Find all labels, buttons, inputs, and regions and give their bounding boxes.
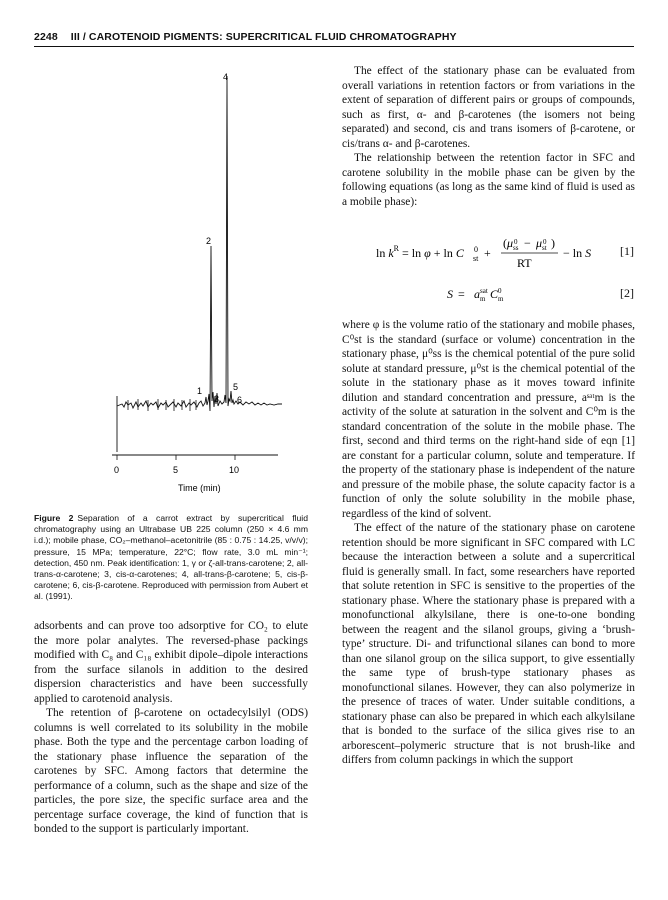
svg-text:S: S	[447, 287, 453, 301]
svg-text:ss: ss	[513, 244, 519, 252]
svg-text:− ln S: − ln S	[563, 246, 592, 260]
svg-text:a: a	[474, 287, 480, 301]
svg-text:μ: μ	[536, 236, 543, 250]
paragraph: The retention of β-carotene on octadecylsilyl (ODS) columns is well correlated to its solubility in the mobile phase. Both the type and the percentage carbon loading of the stationary phase influence the separation of the carotenes by SFC. Among factors that determine the performance of a column, such as the shape and size of the particles, the pore size, the specific surface area and the percentage surface coverage, the kind of function that is bonded to the support is particularly important.	[34, 707, 308, 835]
header-rule	[34, 46, 634, 47]
running-header	[34, 31, 634, 43]
paragraph: The effect of the stationary phase can be evaluated from overall variations in retention factors or from variations in the extent of separation of different pairs or groups of compounds, such as first, α- and β-carotenes (the isomers not being separated) and second, cis and trans isomers of β-carotene, or cis/trans α- and β-carotenes.	[342, 65, 635, 150]
equation-2-number: [2]	[620, 286, 634, 300]
svg-text:C: C	[490, 287, 499, 301]
right-column-intro	[342, 64, 635, 209]
chromatogram-trace	[117, 76, 282, 411]
svg-text:m: m	[498, 295, 504, 303]
equation-1	[376, 232, 634, 272]
svg-text:sat: sat	[480, 287, 488, 295]
equation-1-number: [1]	[620, 244, 634, 258]
svg-text:RT: RT	[517, 256, 532, 270]
svg-text:0: 0	[543, 238, 547, 246]
svg-text:st: st	[473, 254, 479, 263]
svg-text:ln kR = ln φ + ln C: $\ln k^R = \ln \varphi + \ln C$	[376, 244, 464, 260]
svg-text:=: =	[458, 287, 465, 301]
peak-label-6: 6	[237, 395, 243, 405]
chromatogram-figure	[100, 66, 290, 496]
peak-label-5: 5	[233, 382, 239, 392]
equation-1-formula	[376, 232, 634, 272]
paragraph: adsorbents and can prove too adsorptive for CO₂ to elute the more polar analytes. The reversed-phase packings modified with C₈ and C₁₈ exhibit dipole–dipole interactions from the surface silanols in addition to the desired dispersion characteristics and have been successfully applied to carotenoid analysis.	[34, 620, 308, 705]
figure-label: Figure 2	[34, 513, 74, 523]
svg-text:+: +	[484, 246, 491, 260]
x-tick-label-10: 10	[229, 465, 240, 475]
svg-text:): )	[551, 236, 555, 250]
equation-2	[445, 285, 634, 303]
svg-text:0: 0	[514, 238, 518, 246]
peak-label-3: 3	[214, 394, 220, 404]
x-tick-label-0: 0	[114, 465, 120, 475]
peak-label-2: 2	[206, 236, 212, 246]
svg-text:0: 0	[474, 245, 478, 254]
svg-text:(μ: (μ	[503, 236, 514, 250]
figure-caption-text: Separation of a carrot extract by supercritical fluid chromatography using an Ultrabase UB 225 column (250 × 4.6 mm i.d.); mobile phase, CO₂–methanol–acetonitrile (85 : 0.75 : 14.25, v/v/v); pressure, 15 MPa; temperature, 22°C; flow rate, 3.0 mL min⁻¹; detection, 450 nm. Peak identification: 1, γ or ζ-all-trans-carotene; 2, all-trans-α-carotene; 3, cis-α-carotenes; 4, all-trans-β-carotene; 5, cis-β-carotene; 6, cis-β-carotene. Reproduced with permission from Aubert et al. (1991).	[34, 513, 308, 602]
svg-text:st: st	[542, 244, 547, 252]
running-title: III / CAROTENOID PIGMENTS: SUPERCRITICAL FLUID CHROMATOGRAPHY	[70, 31, 457, 43]
paragraph: The relationship between the retention factor in SFC and carotene solubility in the mobile phase can be given by the following equations (as long as the same kind of fluid is used as a mobile phase):	[342, 152, 635, 208]
peak-label-1: 1	[197, 386, 203, 396]
x-tick-label-5: 5	[173, 465, 179, 475]
x-axis-title: Time (min)	[178, 483, 221, 493]
figure-caption	[34, 513, 308, 603]
equation-2-formula	[445, 285, 525, 303]
left-column-text	[34, 619, 308, 837]
paragraph: where φ is the volume ratio of the stationary and mobile phases, C⁰st is the standard (surface or volume) concentration in the stationary phase, μ⁰ss is the chemical potential of the pure solid solute at standard pressure, μ⁰st is the chemical potential of the solute in the stationary phase as it moves toward infinite dilution and standard concentration and pressure, aˢᵃᵗm is the activity of the solute at saturation in the solvent and C⁰m is the standard concentration of the solute in the mobile phase. The first, second and third terms on the right-hand side of eqn [1] are constant for a particular column, solute and temperature. If the property of the stationary phase is independent of the nature and pressure of the mobile phase, the solute capacity factor is a function of only the solute solubility in the mobile phase, regardless of the kind of solvent.	[342, 319, 635, 520]
peak-label-4: 4	[223, 72, 229, 82]
right-column-body	[342, 318, 635, 768]
svg-text:0: 0	[498, 287, 502, 295]
svg-text:−: −	[524, 236, 531, 250]
paragraph: The effect of the nature of the stationary phase on carotene retention should be more significant in SFC compared with LC because the interaction between a solute and a supercritical fluid is generally small. In fact, some researchers have reported that solute retention in SFC is sensitive to the properties of the stationary phase. Where the stationary phase is prepared with a monofunctional alkylsilane, there is one-to-one bonding between the reagent and the silanol groups, giving a ‘brush-type’ structure. Di- and trifunctional silanes can bond to more than one silanol group on the silica support, to give essentially the same type of brush-type stationary phases as monofunctional silanes. However, they can also polymerize in the presence of traces of water. Under suitable conditions, a stationary phase can also be prepared in which each alkylsilane that is bonded to the surface of the silica gives rise to an arborescent–polymeric structure that is not brush-like and differs from column packings in which the support	[342, 522, 635, 766]
page-number: 2248	[34, 31, 58, 43]
svg-text:m: m	[480, 295, 486, 303]
